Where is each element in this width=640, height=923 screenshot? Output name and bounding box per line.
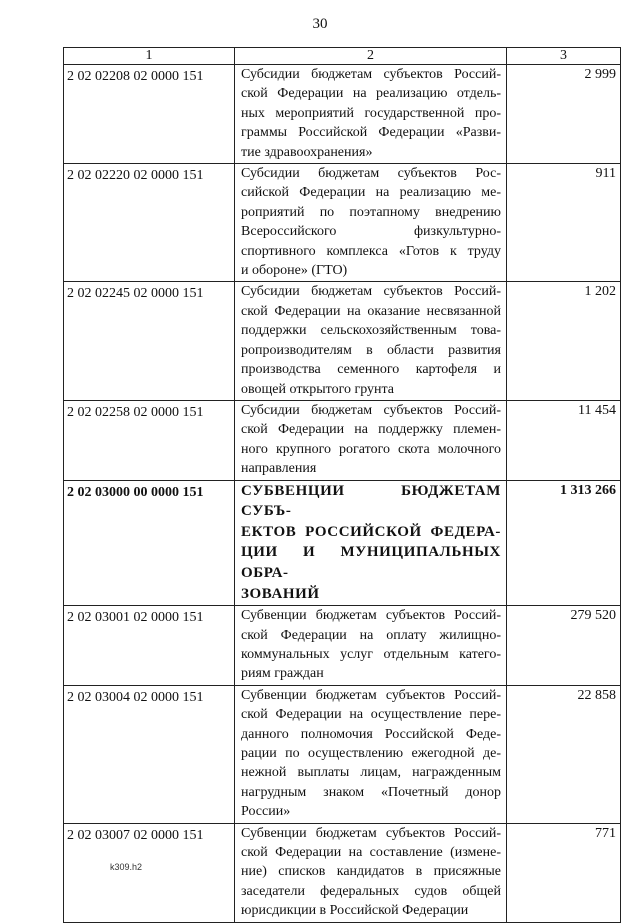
column-header-description: 2 xyxy=(235,48,507,65)
budget-amount: 11 454 xyxy=(507,400,621,480)
description-line: нагрудным знаком «Почетный донор xyxy=(241,784,501,800)
description-line: ропроизводителям в области развития xyxy=(241,342,501,358)
budget-amount: 2 999 xyxy=(507,65,621,164)
description-line: ской Федерации на оказание несвязанной xyxy=(241,303,501,319)
budget-code: 2 02 03004 02 0000 151 xyxy=(64,685,235,823)
description-line: производства семенного картофеля и xyxy=(241,362,501,378)
description-line: Субвенции бюджетам субъектов Россий- xyxy=(241,687,501,703)
page-number: 30 xyxy=(312,16,328,32)
description-line: данного полномочия Российской Феде- xyxy=(241,726,501,742)
footer-code: k309.h2 xyxy=(110,862,143,872)
description-line: Субвенции бюджетам субъектов Россий- xyxy=(241,825,501,841)
budget-code: 2 02 02258 02 0000 151 xyxy=(64,400,235,480)
budget-description xyxy=(235,400,507,480)
budget-amount: 22 858 xyxy=(507,685,621,823)
description-line: ской Федерации на оплату жилищно- xyxy=(241,627,501,643)
description-line: ЗОВАНИЙ xyxy=(241,585,320,602)
description-line: коммунальных услуг отдельным катего- xyxy=(241,646,501,662)
table-row xyxy=(64,164,621,282)
table-row xyxy=(64,606,621,686)
budget-amount: 1 313 266 xyxy=(507,480,621,606)
description-line: ской Федерации на поддержку племен- xyxy=(241,422,501,438)
description-line: тие здравоохранения» xyxy=(241,144,373,160)
column-header-code: 1 xyxy=(64,48,235,65)
budget-amount: 1 202 xyxy=(507,282,621,400)
description-line: Субсидии бюджетам субъектов Россий- xyxy=(241,402,501,418)
budget-code: 2 02 02220 02 0000 151 xyxy=(64,164,235,282)
table-row xyxy=(64,685,621,823)
budget-amount: 279 520 xyxy=(507,606,621,686)
budget-description xyxy=(235,685,507,823)
budget-code: 2 02 03007 02 0000 151 xyxy=(64,823,235,922)
budget-code: 2 02 02245 02 0000 151 xyxy=(64,282,235,400)
description-line: Всероссийского физкультурно- xyxy=(241,224,501,240)
description-line: роприятий по поэтапному внедрению xyxy=(241,204,501,220)
description-line: риям граждан xyxy=(241,666,324,682)
description-line: СУБВЕНЦИИ БЮДЖЕТАМ СУБЪ- xyxy=(241,482,501,520)
description-line: Субсидии бюджетам субъектов Россий- xyxy=(241,284,501,300)
budget-code: 2 02 03001 02 0000 151 xyxy=(64,606,235,686)
description-line: ЦИИ И МУНИЦИПАЛЬНЫХ ОБРА- xyxy=(241,544,501,581)
table-header-row xyxy=(64,48,621,65)
budget-description xyxy=(235,823,507,922)
table-row xyxy=(64,823,621,922)
budget-code: 2 02 03000 00 0000 151 xyxy=(64,480,235,606)
budget-description xyxy=(235,65,507,164)
description-line: заседатели федеральных судов общей xyxy=(241,883,501,899)
description-line: сийской Федерации на реализацию ме- xyxy=(241,185,501,201)
budget-description xyxy=(235,164,507,282)
budget-table xyxy=(63,47,621,923)
column-header-amount: 3 xyxy=(507,48,621,65)
description-line: России» xyxy=(241,804,291,820)
description-line: ЕКТОВ РОССИЙСКОЙ ФЕДЕРА- xyxy=(241,523,501,540)
description-line: ской Федерации на осуществление пере- xyxy=(241,707,501,723)
budget-code: 2 02 02208 02 0000 151 xyxy=(64,65,235,164)
description-line: юрисдикции в Российской Федерации xyxy=(241,903,469,919)
description-line: граммы Российской Федерации «Разви- xyxy=(241,125,501,141)
budget-description xyxy=(235,606,507,686)
description-line: ных мероприятий государственной про- xyxy=(241,105,501,121)
budget-description xyxy=(235,480,507,606)
description-line: Субвенции бюджетам субъектов Россий- xyxy=(241,608,501,624)
description-line: спортивного комплекса «Готов к труду xyxy=(241,243,501,259)
description-line: овощей открытого грунта xyxy=(241,381,395,397)
description-line: рации по осуществлению ежегодной де- xyxy=(241,745,501,761)
description-line: направления xyxy=(241,461,317,477)
description-line: ской Федерации на составление (измене- xyxy=(241,844,501,860)
description-line: и обороне» (ГТО) xyxy=(241,263,348,279)
budget-description xyxy=(235,282,507,400)
table-row xyxy=(64,480,621,606)
table-row xyxy=(64,65,621,164)
budget-amount: 771 xyxy=(507,823,621,922)
description-line: ного крупного рогатого скота молочного xyxy=(241,441,501,457)
description-line: нежной выплаты лицам, награжденным xyxy=(241,765,501,781)
budget-amount: 911 xyxy=(507,164,621,282)
table-row xyxy=(64,400,621,480)
description-line: ской Федерации на реализацию отдель- xyxy=(241,86,501,102)
table-row xyxy=(64,282,621,400)
description-line: Субсидии бюджетам субъектов Рос- xyxy=(241,166,501,182)
description-line: ние) списков кандидатов в присяжные xyxy=(241,864,501,880)
description-line: Субсидии бюджетам субъектов Россий- xyxy=(241,67,501,82)
table-body xyxy=(64,65,621,923)
description-line: поддержки сельскохозяйственным това- xyxy=(241,323,501,339)
